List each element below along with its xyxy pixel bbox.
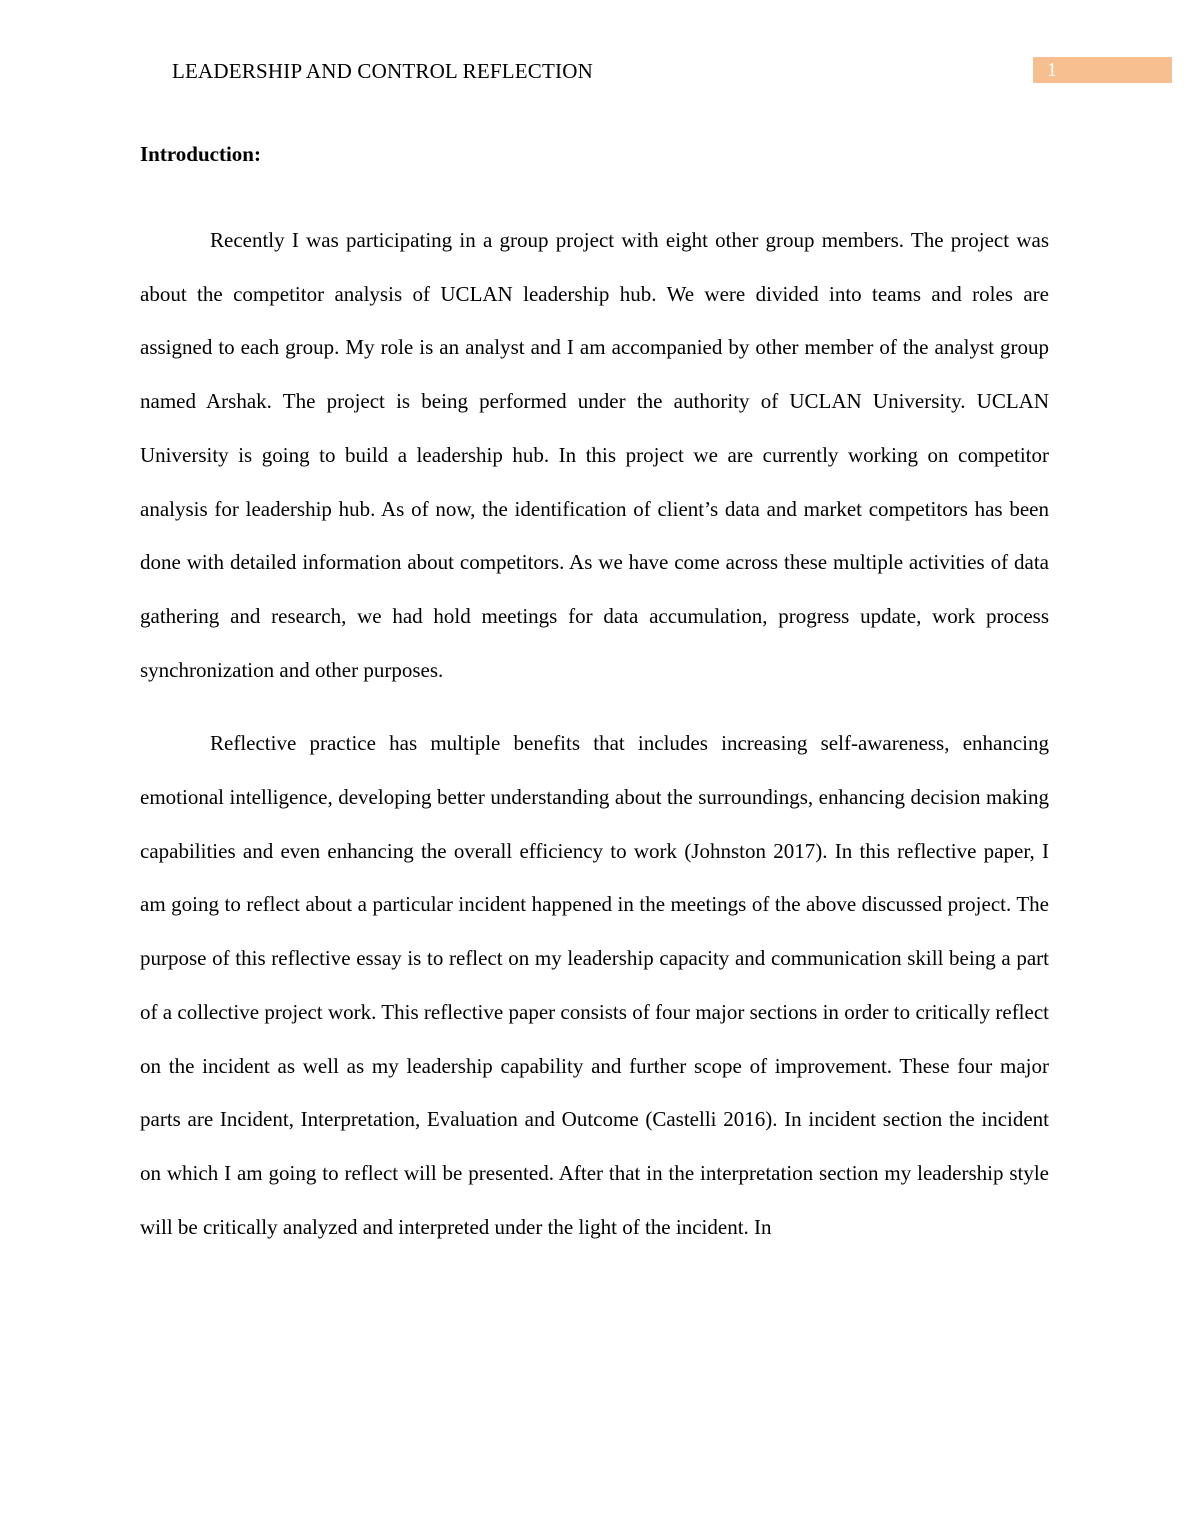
document-body [140, 140, 1049, 1274]
page-number: 1 [1047, 59, 1057, 81]
page-number-box [1033, 57, 1172, 83]
section-heading: Introduction: [140, 142, 261, 166]
running-head: LEADERSHIP AND CONTROL REFLECTION [172, 59, 593, 83]
paragraph-1: Recently I was participating in a group project with eight other group members. The project was about the competitor analysis of UCLAN leadership hub. We were divided into teams and roles are assigned to each group. My role is an analyst and I am accompanied by other member of the analyst group named Arshak. The project is being performed under the authority of UCLAN University. UCLAN University is going to build a leadership hub. In this project we are currently working on competitor analysis for leadership hub. As of now, the identification of client’s data and market competitors has been done with detailed information about competitors. As we have come across these multiple activities of data gathering and research, we had hold meetings for data accumulation, progress update, work process synchronization and other purposes. [140, 228, 1049, 682]
paragraph-2: Reflective practice has multiple benefits that includes increasing self-awareness, enhancing emotional intelligence, developing better understanding about the surroundings, enhancing decision making capabilities and even enhancing the overall efficiency to work (Johnston 2017). In this reflective paper, I am going to reflect about a particular incident happened in the meetings of the above discussed project. The purpose of this reflective essay is to reflect on my leadership capacity and communication skill being a part of a collective project work. This reflective paper consists of four major sections in order to critically reflect on the incident as well as my leadership capability and further scope of improvement. These four major parts are Incident, Interpretation, Evaluation and Outcome (Castelli 2016). In incident section the incident on which I am going to reflect will be presented. After that in the interpretation section my leadership style will be critically analyzed and interpreted under the light of the incident. In [140, 731, 1049, 1239]
